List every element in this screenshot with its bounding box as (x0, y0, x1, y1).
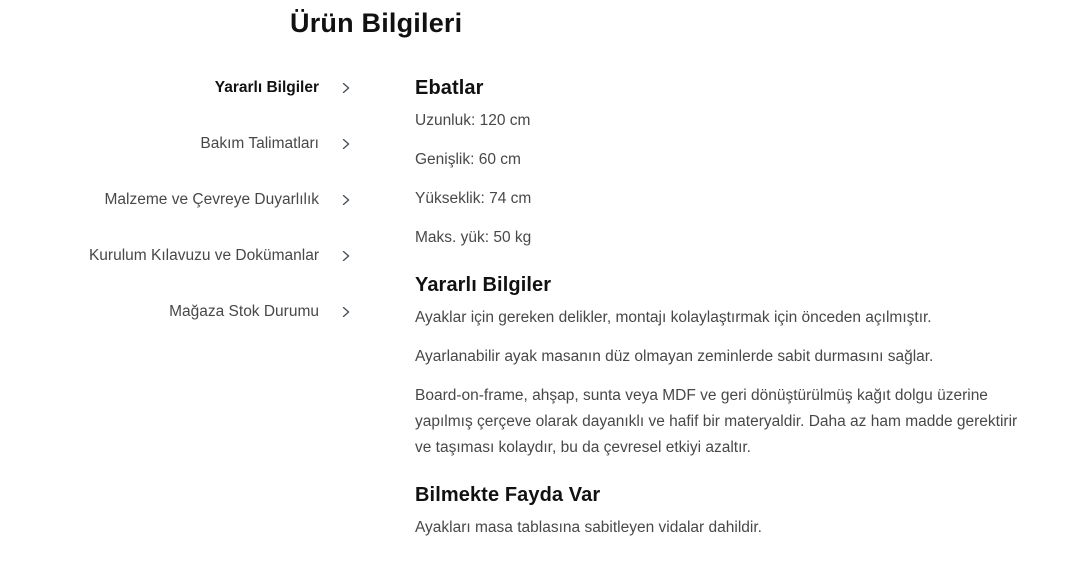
dimension-row-height: Yükseklik: 74 cm (415, 190, 532, 207)
nav-item-malzeme-ve-cevreye-duyarlilik[interactable] (0, 172, 352, 228)
dimension-row-length: Uzunluk: 120 cm (415, 112, 531, 129)
nav-item-label: Kurulum Kılavuzu ve Dokümanlar (88, 247, 319, 264)
page-body (0, 60, 1072, 554)
page-title: Ürün Bilgileri (290, 8, 463, 38)
nav-item-bakim-talimatlari[interactable] (0, 116, 352, 172)
nav-item-label: Malzeme ve Çevreye Duyarlılık (104, 191, 319, 208)
nav-item-label: Bakım Talimatları (200, 135, 319, 152)
nav-item-magaza-stok-durumu[interactable] (0, 284, 352, 340)
dimension-row-width: Genişlik: 60 cm (415, 151, 521, 168)
useful-info-paragraph: Ayarlanabilir ayak masanın düz olmayan zeminlerde sabit durmasını sağlar. (415, 348, 934, 365)
dimensions-heading: Ebatlar (415, 77, 484, 99)
product-info-nav (0, 60, 352, 340)
useful-info-heading: Yararlı Bilgiler (415, 274, 552, 296)
chevron-right-icon (340, 306, 352, 318)
chevron-right-icon (340, 82, 352, 94)
good-to-know-heading: Bilmekte Fayda Var (415, 484, 601, 506)
chevron-right-icon (340, 194, 352, 206)
nav-item-yararli-bilgiler[interactable] (0, 60, 352, 116)
nav-item-kurulum-kilavuzu-ve-dokumanlar[interactable] (0, 228, 352, 284)
chevron-right-icon (340, 138, 352, 150)
good-to-know-section (415, 481, 1030, 541)
dimension-row-max-load: Maks. yük: 50 kg (415, 229, 532, 246)
chevron-right-icon (340, 250, 352, 262)
nav-item-label: Yararlı Bilgiler (214, 79, 319, 96)
nav-item-label: Mağaza Stok Durumu (169, 303, 319, 320)
dimensions-section (415, 74, 1030, 251)
product-info-content (415, 60, 1030, 554)
useful-info-paragraph: Ayaklar için gereken delikler, montajı kolaylaştırmak için önceden açılmıştır. (415, 309, 932, 326)
useful-info-paragraph: Board-on-frame, ahşap, sunta veya MDF ve geri dönüştürülmüş kağıt dolgu üzerine yapılmış çerçeve olarak dayanıklı ve hafif bir materyaldir. Daha az ham madde gerektirir ve taşıması kolaydır, bu da çevresel etkiyi azaltır. (415, 387, 1018, 456)
good-to-know-paragraph: Ayakları masa tablasına sabitleyen vidalar dahildir. (415, 519, 762, 536)
useful-info-section (415, 271, 1030, 461)
